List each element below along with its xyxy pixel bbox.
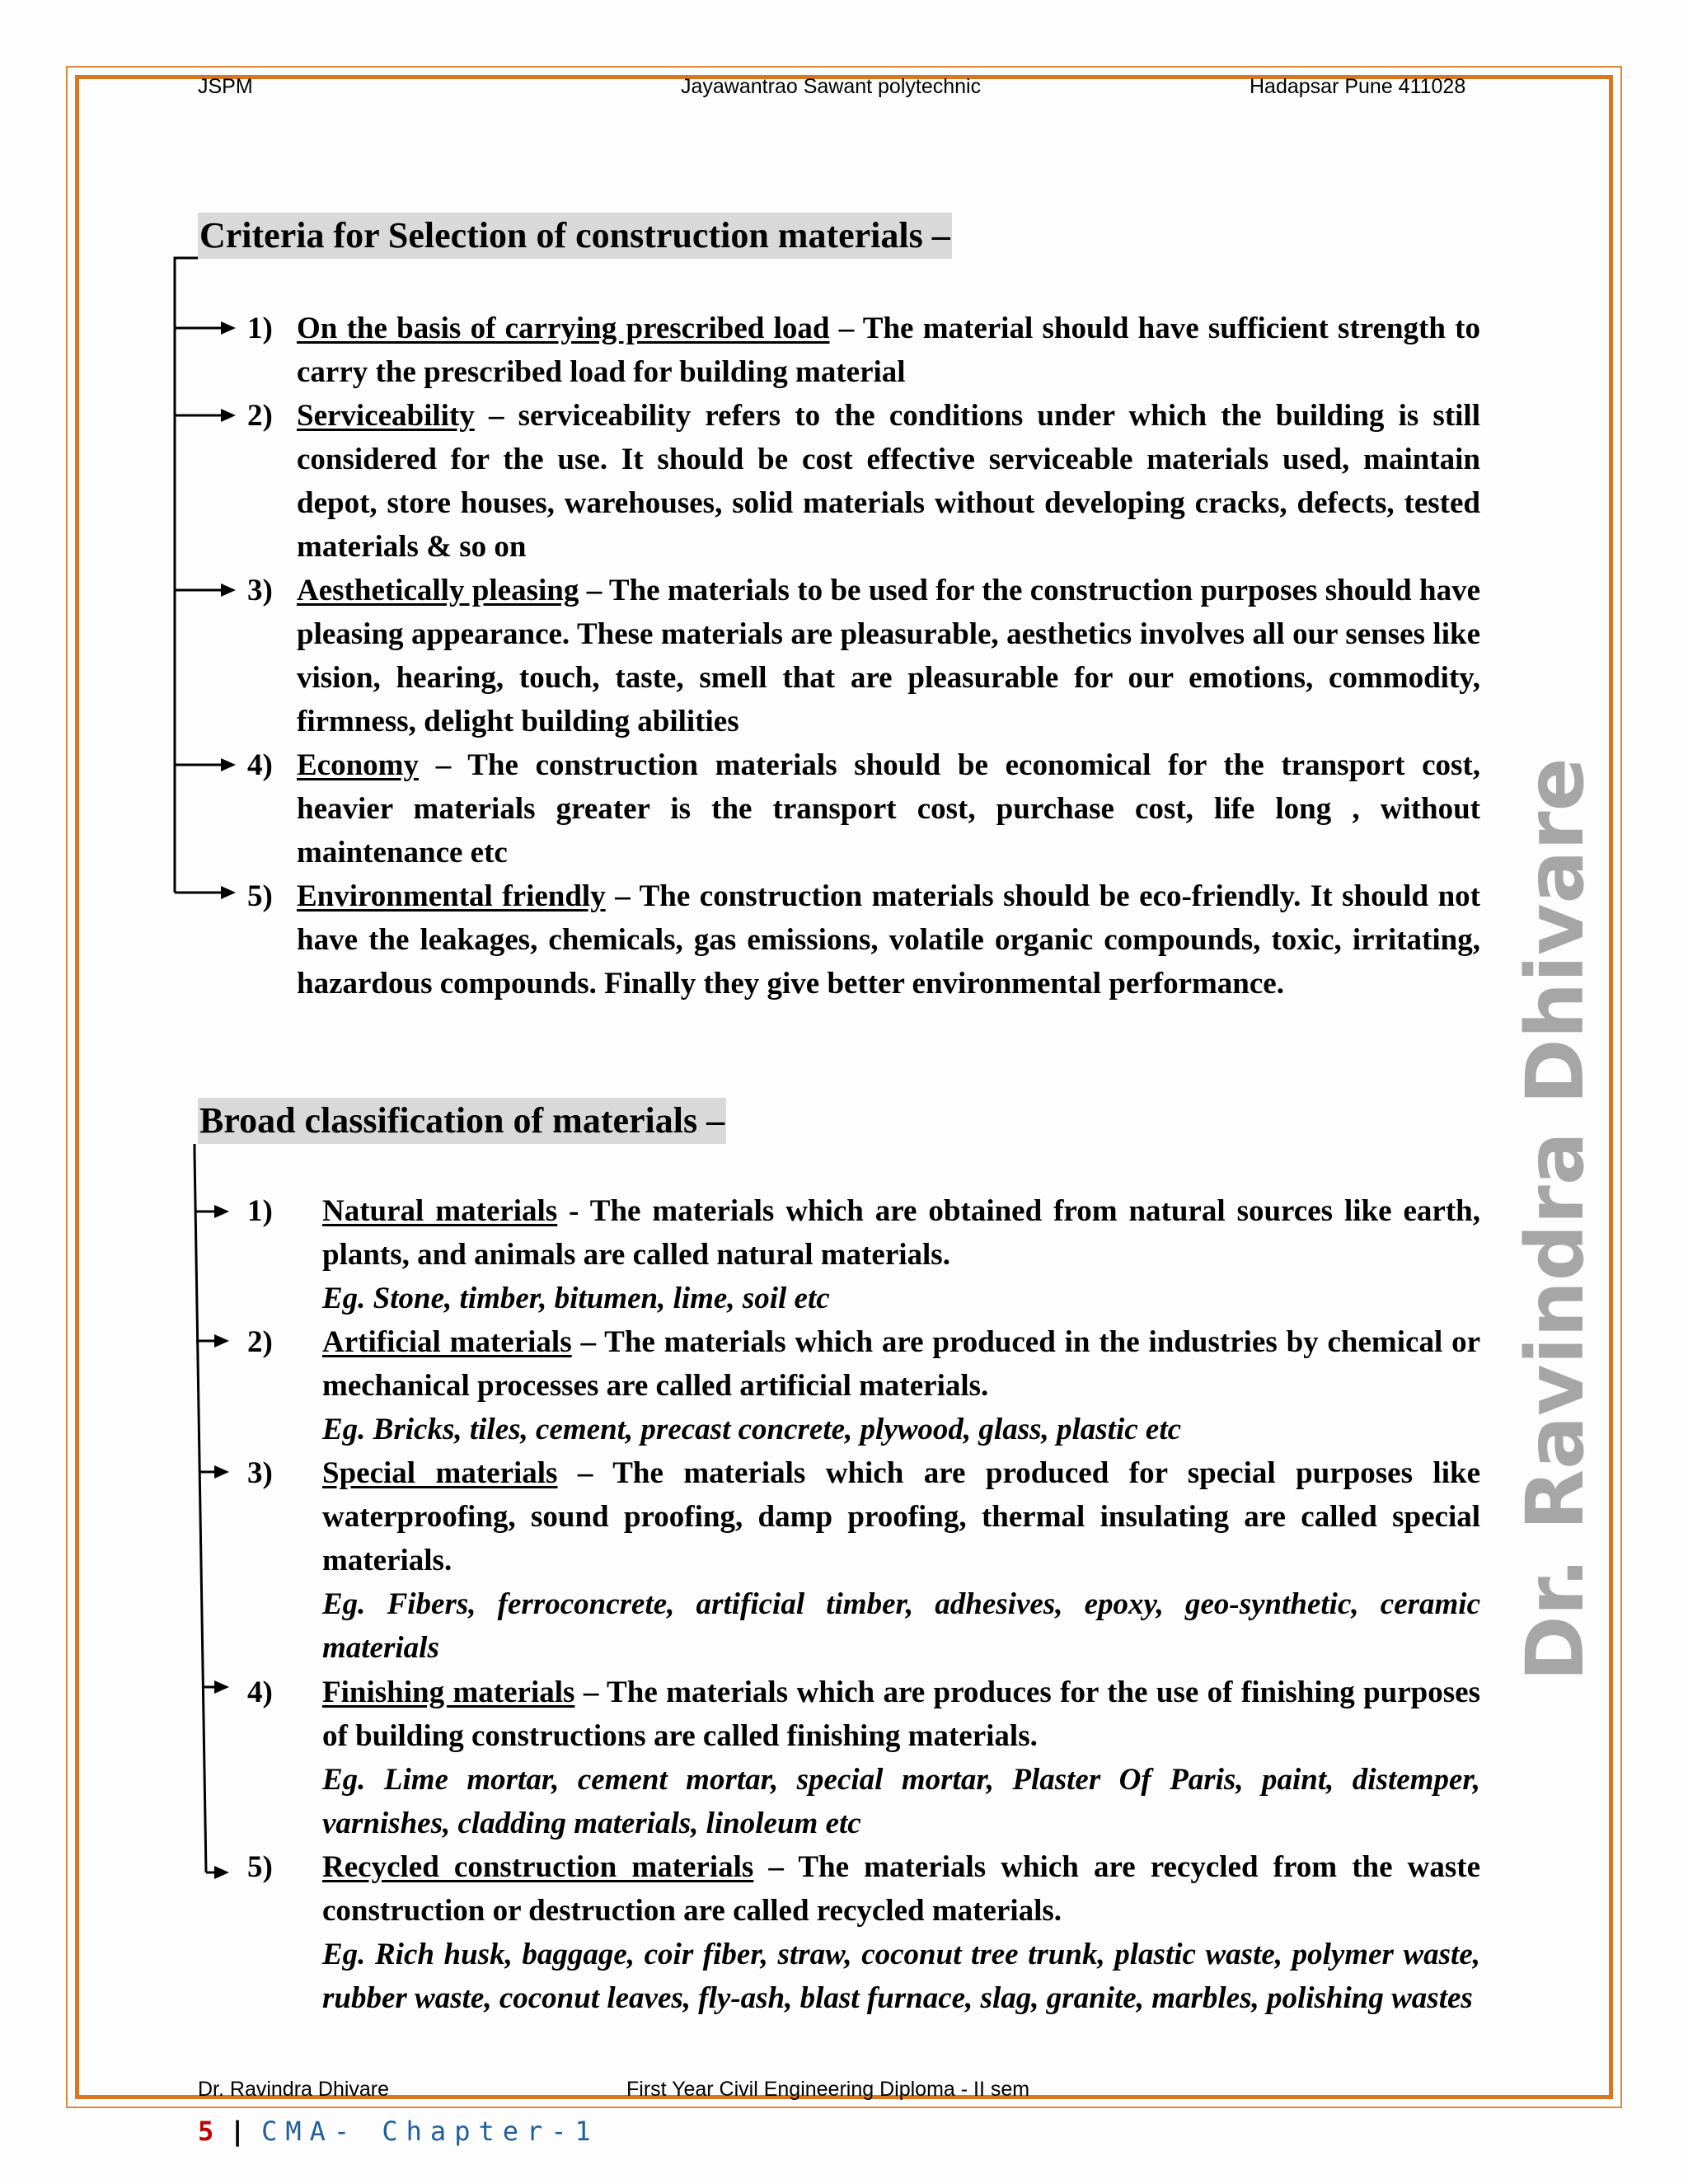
section-title-classification: Broad classification of materials – — [198, 1098, 726, 1144]
criteria-number-2: 2) — [247, 399, 273, 433]
classification-text-2: – The materials which are produced in the industries by chemical or mechanical processes are called artificial materials. — [322, 1325, 1481, 1403]
page-footer — [198, 2115, 599, 2148]
classification-number-2: 2) — [247, 1325, 273, 1359]
classification-keyword-2: Artificial materials — [322, 1325, 572, 1359]
header-left: JSPM — [198, 75, 253, 98]
section-title-criteria: Criteria for Selection of construction materials – — [198, 213, 952, 259]
criteria-number-4: 4) — [247, 748, 273, 782]
classification-example-3: Eg. Fibers, ferroconcrete, artificial timber, adhesives, epoxy, geo-synthetic, ceramic materials — [322, 1587, 1480, 1665]
footer-author: Dr. Ravindra Dhivare — [198, 2078, 390, 2101]
criteria-text-1: – The material should have sufficient strength to carry the prescribed load for building material — [297, 312, 1480, 389]
header-center: Jayawantrao Sawant polytechnic — [681, 75, 982, 98]
footer-course: First Year Civil Engineering Diploma - II sem — [626, 2078, 1030, 2101]
page-number: 5 — [198, 2116, 214, 2147]
criteria-number-5: 5) — [247, 879, 273, 913]
classification-connector — [195, 1144, 216, 1872]
criteria-keyword-3: Aesthetically pleasing — [297, 574, 579, 607]
criteria-number-1: 1) — [247, 312, 273, 345]
classification-example-5: Eg. Rich husk, baggage, coir fiber, straw, coconut tree trunk, plastic waste, polymer waste, rubber waste, coconut leaves, fly-ash, blast furnace, slag, granite, marbles, polishing wastes — [322, 1938, 1480, 2015]
criteria-text-5: – The construction materials should be eco-friendly. It should not have the leakages, chemicals, gas emissions, volatile organic compounds, toxic, irritating, hazardous compounds. Finally they give better environmental performance. — [297, 879, 1480, 1001]
criteria-text-3: – The materials to be used for the construction purposes should have pleasing appearance. These materials are pleasurable, aesthetics involves all our senses like vision, hearing, touch, taste, smell that are pleasurable for our emotions, commodity, firmness, delight building abilities — [297, 574, 1481, 738]
criteria-keyword-4: Economy — [297, 748, 419, 782]
classification-text-3: – The materials which are produced for special purposes like waterproofing, sound proofing, damp proofing, thermal insulating are called special materials. — [322, 1456, 1480, 1577]
classification-number-3: 3) — [247, 1456, 273, 1490]
classification-keyword-4: Finishing materials — [322, 1675, 575, 1709]
classification-example-2: Eg. Bricks, tiles, cement, precast concrete, plywood, glass, plastic etc — [322, 1413, 1182, 1446]
chapter-label: CMA- Chapter-1 — [261, 2116, 599, 2147]
criteria-keyword-2: Serviceability — [297, 399, 475, 433]
classification-arrowheads — [214, 1205, 229, 1879]
page-separator: | — [229, 2116, 246, 2147]
criteria-arrowheads — [221, 321, 236, 899]
criteria-text-4: – The construction materials should be economical for the transport cost, heavier materials greater is the transport cost, purchase cost, life long , without maintenance etc — [297, 748, 1480, 869]
classification-example-4: Eg. Lime mortar, cement mortar, special mortar, Plaster Of Paris, paint, distemper, varnishes, cladding materials, linoleum etc — [322, 1763, 1480, 1840]
criteria-text-2: – serviceability refers to the conditions under which the building is still considered for the use. It should be cost effective serviceable materials used, maintain depot, store houses, warehouses, solid materials without developing cracks, defects, tested materials & so on — [297, 399, 1480, 564]
criteria-number-3: 3) — [247, 574, 273, 607]
author-watermark: Dr. Ravindra Dhivare — [1509, 757, 1601, 1681]
classification-example-1: Eg. Stone, timber, bitumen, lime, soil etc — [322, 1282, 830, 1315]
criteria-connector — [175, 258, 223, 893]
classification-number-1: 1) — [247, 1194, 273, 1228]
classification-keyword-3: Special materials — [322, 1456, 558, 1490]
classification-keyword-1: Natural materials — [322, 1194, 558, 1228]
classification-keyword-5: Recycled construction materials — [322, 1850, 754, 1884]
criteria-keyword-5: Environmental friendly — [297, 879, 606, 913]
classification-text-4: – The materials which are produces for the use of finishing purposes of building constructions are called finishing materials. — [322, 1675, 1480, 1753]
classification-text-1: - The materials which are obtained from natural sources like earth, plants, and animals are called natural materials. — [322, 1194, 1480, 1272]
classification-number-5: 5) — [247, 1850, 273, 1884]
criteria-keyword-1: On the basis of carrying prescribed load — [297, 312, 830, 345]
classification-text-5: – The materials which are recycled from the waste construction or destruction are called recycled materials. — [322, 1850, 1481, 1928]
header-right: Hadapsar Pune 411028 — [1250, 75, 1466, 98]
classification-number-4: 4) — [247, 1675, 273, 1709]
